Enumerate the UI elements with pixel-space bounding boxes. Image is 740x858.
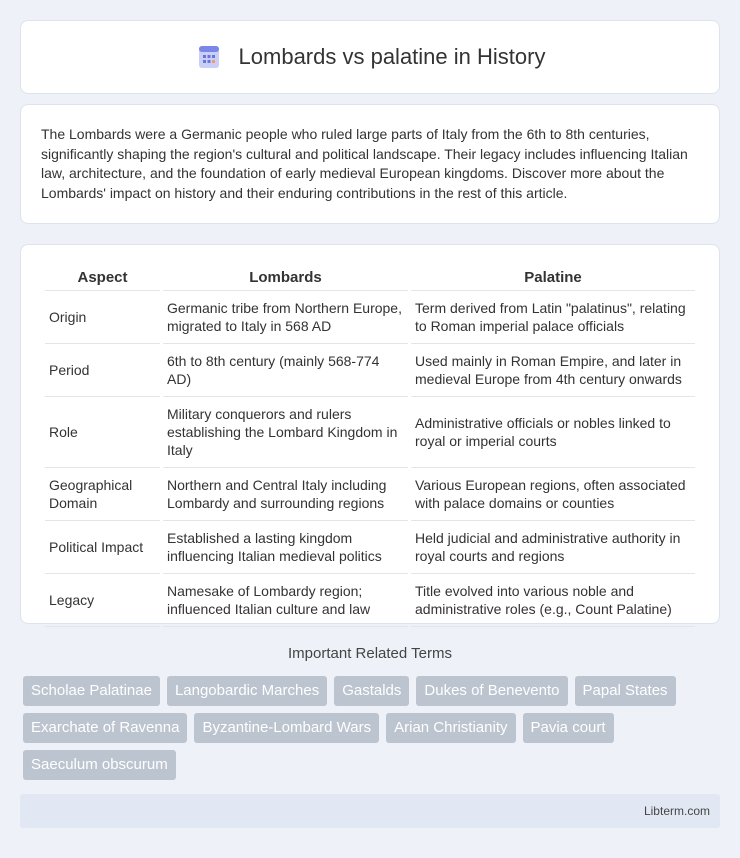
table-row: [45, 397, 695, 468]
spreadsheet-icon: [195, 43, 223, 71]
related-tag[interactable]: Exarchate of Ravenna: [23, 713, 187, 743]
comparison-table: [42, 265, 698, 627]
page-title: Lombards vs palatine in History: [238, 44, 546, 69]
title-wrap: [195, 43, 546, 71]
header-palatine: Palatine: [411, 265, 695, 291]
cell-aspect: Period: [45, 344, 160, 397]
cell-lombards: Germanic tribe from Northern Europe, migrated to Italy in 568 AD: [163, 291, 408, 344]
related-tag[interactable]: Papal States: [575, 676, 676, 706]
table-header-row: [45, 265, 695, 291]
intro-card: [20, 104, 720, 224]
cell-palatine: Used mainly in Roman Empire, and later in medieval Europe from 4th century onwards: [411, 344, 695, 397]
header-aspect: Aspect: [45, 265, 160, 291]
header-lombards: Lombards: [163, 265, 408, 291]
related-tags: [23, 676, 723, 780]
cell-lombards: Established a lasting kingdom influencing Italian medieval politics: [163, 521, 408, 574]
cell-lombards: Namesake of Lombardy region; influenced Italian culture and law: [163, 574, 408, 627]
related-tag[interactable]: Dukes of Benevento: [416, 676, 567, 706]
comparison-table-card: [20, 244, 720, 624]
table-row: [45, 468, 695, 521]
cell-aspect: Legacy: [45, 574, 160, 627]
cell-lombards: Military conquerors and rulers establishing the Lombard Kingdom in Italy: [163, 397, 408, 468]
cell-palatine: Held judicial and administrative authority in royal courts and regions: [411, 521, 695, 574]
table-row: [45, 344, 695, 397]
footer-brand[interactable]: Libterm.com: [643, 804, 710, 818]
related-tag[interactable]: Saeculum obscurum: [23, 750, 176, 780]
table-row: [45, 574, 695, 627]
cell-palatine: Various European regions, often associated with palace domains or counties: [411, 468, 695, 521]
cell-lombards: Northern and Central Italy including Lombardy and surrounding regions: [163, 468, 408, 521]
cell-aspect: Political Impact: [45, 521, 160, 574]
related-tag[interactable]: Arian Christianity: [386, 713, 515, 743]
header-card: [20, 20, 720, 94]
cell-lombards: 6th to 8th century (mainly 568-774 AD): [163, 344, 408, 397]
cell-aspect: Origin: [45, 291, 160, 344]
footer: [20, 794, 720, 828]
related-tag[interactable]: Gastalds: [334, 676, 409, 706]
related-tag[interactable]: Langobardic Marches: [167, 676, 327, 706]
table-row: [45, 291, 695, 344]
cell-aspect: Geographical Domain: [45, 468, 160, 521]
related-tag[interactable]: Pavia court: [523, 713, 614, 743]
cell-palatine: Title evolved into various noble and administrative roles (e.g., Count Palatine): [411, 574, 695, 627]
cell-palatine: Administrative officials or nobles linked to royal or imperial courts: [411, 397, 695, 468]
related-tag[interactable]: Scholae Palatinae: [23, 676, 160, 706]
table-row: [45, 521, 695, 574]
related-tag[interactable]: Byzantine-Lombard Wars: [194, 713, 379, 743]
cell-aspect: Role: [45, 397, 160, 468]
related-terms-title: Important Related Terms: [288, 645, 452, 662]
cell-palatine: Term derived from Latin "palatinus", relating to Roman imperial palace officials: [411, 291, 695, 344]
intro-text: The Lombards were a Germanic people who ruled large parts of Italy from the 6th to 8th centuries, significantly shaping the region's cultural and political landscape. Their legacy includes influencing Italian law, architecture, and the foundation of early medieval European kingdoms. Discover more about the Lombards' impact on history and their enduring contributions in the rest of this article.: [41, 126, 688, 201]
